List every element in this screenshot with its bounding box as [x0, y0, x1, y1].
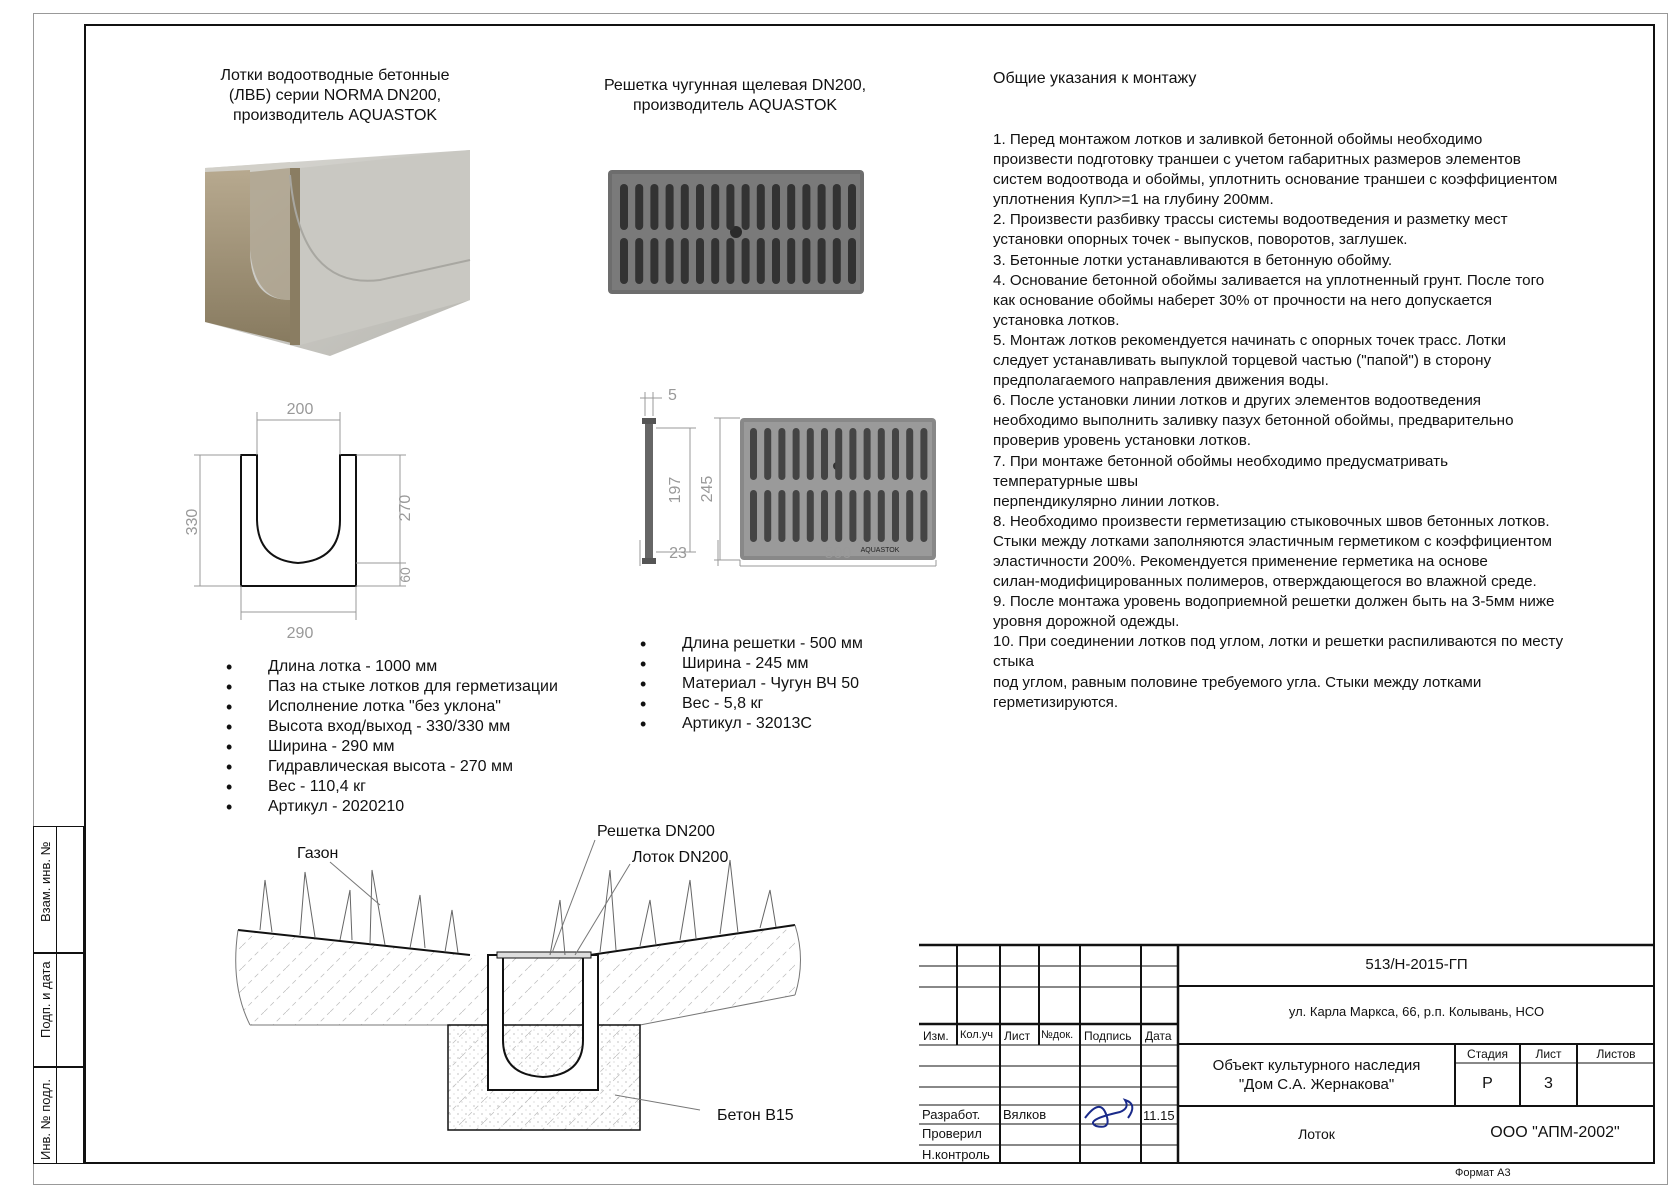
col-list: Лист: [1004, 1029, 1031, 1043]
note-line: 7. При монтаже бетонной обоймы необходимо предусматривать: [993, 452, 1449, 470]
note-line: герметизируются.: [993, 693, 1119, 711]
stage-value: Р: [1482, 1075, 1493, 1092]
dim-inner-height: 197: [667, 476, 684, 504]
grate-slot: [821, 490, 828, 542]
label-concrete: Бетон В15: [717, 1107, 794, 1124]
grate-slot: [849, 428, 856, 480]
grate-slot: [778, 428, 785, 480]
spec-item: • Артикул - 2020210: [258, 797, 558, 817]
grate-slot: [764, 428, 771, 480]
paper-format: Формат А3: [1455, 1167, 1511, 1179]
grate-slot: [835, 490, 842, 542]
grate-slot: [787, 184, 795, 230]
grate-slot: [772, 238, 780, 284]
drawing-name: Лоток: [1298, 1126, 1335, 1142]
spec-item: • Вес - 110,4 кг: [258, 777, 558, 797]
grate-slot: [906, 428, 913, 480]
grate-slot: [696, 184, 704, 230]
label-grass: Газон: [297, 845, 339, 862]
spec-item: • Паз на стыке лотков для герметизации: [258, 677, 558, 697]
stage-label: Стадия: [1467, 1047, 1508, 1061]
dim-flange: 23: [669, 545, 687, 562]
note-line: предполагаемого направления движения воды.: [993, 372, 1329, 390]
sheets-label: Листов: [1596, 1047, 1636, 1061]
grate-slot: [802, 184, 810, 230]
grate-slot: [878, 490, 885, 542]
grate-slot: [726, 238, 734, 284]
note-line: уплотнения Купл>=1 на глубину 200мм.: [993, 191, 1274, 209]
grate-slot: [772, 184, 780, 230]
grate-slot: [750, 490, 757, 542]
spec-item: • Материал - Чугун ВЧ 50: [672, 674, 863, 694]
spec-item: • Ширина - 245 мм: [672, 654, 863, 674]
drawing-code: 513/Н-2015-ГП: [1365, 956, 1468, 973]
dim-thickness: 5: [668, 387, 677, 404]
grate-slot: [864, 428, 871, 480]
dim-hydraulic: 270: [397, 494, 414, 522]
grate-slot: [757, 184, 765, 230]
note-line: 5. Монтаж лотков рекомендуется начинать с опорных точек трасс. Лотки: [993, 331, 1507, 349]
grate-slot: [892, 490, 899, 542]
grate-slot: [833, 238, 841, 284]
tray-photo: [205, 150, 470, 356]
role-checked: Проверил: [922, 1126, 982, 1141]
grate-slot: [920, 490, 927, 542]
spec-item: • Вес - 5,8 кг: [672, 694, 863, 714]
grate-slot: [849, 490, 856, 542]
spec-item: • Ширина - 290 мм: [258, 737, 558, 757]
grate-slot: [818, 184, 826, 230]
note-line: 6. После установки линии лотков и других элементов водоотведения: [993, 392, 1482, 410]
developer-date: 11.15: [1143, 1108, 1175, 1123]
grate-slot: [681, 238, 689, 284]
grate-slot: [848, 238, 856, 284]
tray-section-drawing: [241, 455, 356, 586]
role-norm-control: Н.контроль: [922, 1147, 990, 1162]
role-developer: Разработ.: [922, 1107, 981, 1122]
grate-slot: [807, 490, 814, 542]
col-koluch: Кол.уч: [960, 1029, 993, 1041]
grate-slot: [833, 184, 841, 230]
grate-slot: [620, 238, 628, 284]
dim-grate-height: 245: [699, 475, 716, 503]
grate-slot: [793, 428, 800, 480]
note-line: 2. Произвести разбивку трассы системы водоотведения и разметку мест: [993, 211, 1508, 229]
dim-bottom: 60: [397, 567, 413, 583]
grate-slot: [711, 184, 719, 230]
installation-section: [236, 840, 801, 1130]
col-podpis: Подпись: [1084, 1029, 1132, 1043]
col-izm: Изм.: [923, 1029, 949, 1043]
note-line: силан-модифицированных полимеров, отверждающегося во влажной среде.: [993, 573, 1537, 591]
grate-slot: [835, 428, 842, 480]
object-title: Объект культурного наследия "Дом С.А. Жернакова": [1212, 1057, 1421, 1093]
grate-slot: [635, 238, 643, 284]
grate-photo: [608, 170, 864, 294]
spec-item: • Длина решетки - 500 мм: [672, 634, 863, 654]
label-tray: Лоток DN200: [632, 849, 729, 866]
note-line: 10. При соединении лотков под углом, лотки и решетки распиливаются по месту: [993, 633, 1564, 651]
note-line: установка лотков.: [993, 311, 1120, 329]
grate-header: Решетка чугунная щелевая DN200, производитель AQUASTOK: [603, 77, 867, 114]
developer-name: Вялков: [1003, 1107, 1047, 1122]
dim-outer-width: 290: [286, 625, 314, 642]
note-line: температурные швы: [993, 472, 1139, 490]
note-line: проверив уровень установки лотков.: [993, 432, 1252, 450]
spec-item: • Артикул - 32013С: [672, 714, 863, 734]
grate-slot: [878, 428, 885, 480]
note-line: установки опорных точек - выпусков, поворотов, заглушек.: [993, 231, 1408, 249]
tray-dimension-lines: [194, 412, 406, 620]
grate-slot: [681, 184, 689, 230]
grate-slot: [620, 184, 628, 230]
dim-length: 500: [824, 545, 852, 562]
grate-slot: [666, 238, 674, 284]
note-line: 8. Необходимо произвести герметизацию стыковочных швов бетонных лотков.: [993, 512, 1550, 530]
grate-slot: [787, 238, 795, 284]
sheet-value: 3: [1544, 1075, 1553, 1092]
sheet-label: Лист: [1535, 1047, 1562, 1061]
grate-slot: [807, 428, 814, 480]
note-line: следует устанавливать выпуклой торцевой частью ("папой") в сторону: [993, 352, 1492, 370]
note-line: произвести подготовку траншеи с учетом габаритных размеров элементов: [993, 151, 1521, 169]
grate-slot: [821, 428, 828, 480]
grate-brand: AQUASTOK: [860, 547, 900, 554]
grate-slot: [906, 490, 913, 542]
grate-slot: [666, 184, 674, 230]
dim-height: 330: [184, 508, 201, 536]
grate-slot: [778, 490, 785, 542]
grate-slot: [650, 184, 658, 230]
note-line: эластичности 200%. Рекомендуется применение герметика на основе: [993, 552, 1488, 570]
grate-slot: [802, 238, 810, 284]
grate-slot: [750, 428, 757, 480]
grate-top-view: [740, 418, 936, 560]
grate-side-view: [642, 418, 656, 564]
note-line: под углом, равным половине требуемого угла. Стыки между лотками: [993, 673, 1482, 691]
grate-slot: [793, 490, 800, 542]
note-line: 4. Основание бетонной обоймы заливается на уплотненный грунт. После того: [993, 271, 1545, 289]
note-line: стыка: [993, 653, 1034, 671]
note-line: необходимо выполнить заливку пазух бетонной обоймы, предварительно: [993, 412, 1514, 430]
spec-item: • Гидравлическая высота - 270 мм: [258, 757, 558, 777]
col-ndok: №док.: [1041, 1029, 1074, 1041]
grate-slot: [818, 238, 826, 284]
grate-slot: [892, 428, 899, 480]
spec-item: • Исполнение лотка "без уклона": [258, 697, 558, 717]
note-line: 1. Перед монтажом лотков и заливкой бетонной обоймы необходимо: [993, 131, 1483, 148]
grate-slot: [635, 184, 643, 230]
col-data: Дата: [1145, 1029, 1172, 1043]
note-line: перпендикулярно линии лотков.: [993, 492, 1220, 510]
grate-slot: [920, 428, 927, 480]
grate-slot: [711, 238, 719, 284]
grate-slot: [764, 490, 771, 542]
note-line: систем водоотвода и обоймы, уплотнить основание траншеи с коэффициентом: [993, 171, 1558, 189]
grate-slot: [742, 184, 750, 230]
signature: [1085, 1100, 1132, 1127]
label-grate: Решетка DN200: [597, 823, 715, 840]
dim-top-width: 200: [286, 401, 314, 418]
note-line: как основание обоймы наберет 30% от прочности на него допускается: [993, 291, 1493, 309]
note-line: Стыки между лотками заполняются эластичным герметиком с коэффициентом: [993, 532, 1552, 550]
tray-header: Лотки водоотводные бетонные (ЛВБ) серии NORMA DN200, производитель AQUASTOK: [220, 67, 450, 124]
grate-slot: [864, 490, 871, 542]
note-line: 9. После монтажа уровень водоприемной решетки должен быть на 3-5мм ниже: [993, 593, 1555, 611]
stamp-replace-inv: Взам. инв. №: [38, 841, 53, 922]
grate-slot: [757, 238, 765, 284]
grate-slot: [726, 184, 734, 230]
spec-item: • Длина лотка - 1000 мм: [258, 657, 558, 677]
note-line: уровня дорожной одежды.: [993, 613, 1180, 631]
grate-slot: [848, 184, 856, 230]
stamp-sign-date: Подп. и дата: [38, 961, 53, 1038]
spec-item: • Высота вход/выход - 330/330 мм: [258, 717, 558, 737]
note-line: 3. Бетонные лотки устанавливаются в бетонную обойму.: [993, 251, 1393, 269]
notes-title: Общие указания к монтажу: [993, 70, 1197, 87]
grate-slot: [696, 238, 704, 284]
grate-slot: [650, 238, 658, 284]
address: ул. Карла Маркса, 66, р.п. Колывань, НСО: [1288, 1004, 1545, 1019]
company: ООО "АПМ-2002": [1490, 1124, 1620, 1141]
stamp-inv-orig: Инв. № подл.: [38, 1079, 53, 1160]
grate-slot: [742, 238, 750, 284]
